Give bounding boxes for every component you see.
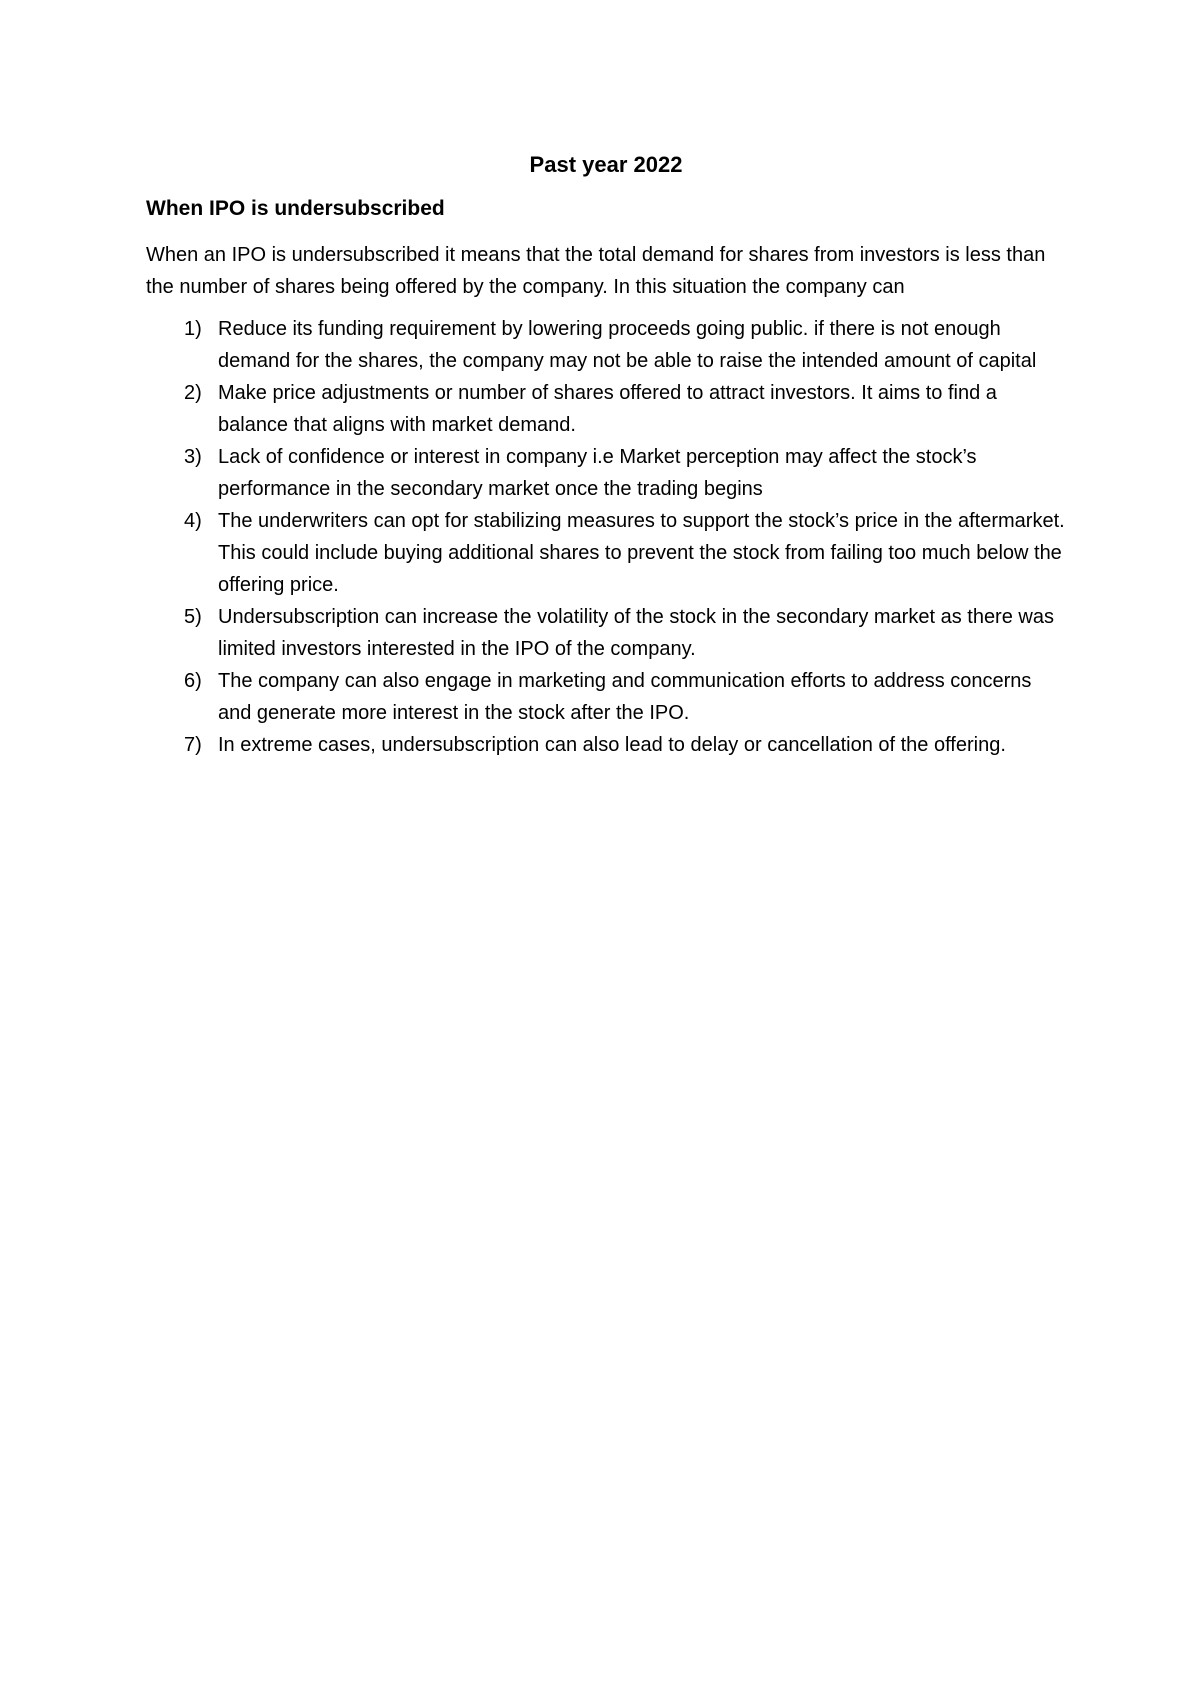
list-item-number: 6) [184,670,202,692]
list-item-number: 2) [184,382,202,404]
list-item [146,377,1066,441]
list-item-text: Undersubscription can increase the volatility of the stock in the secondary market as there was limited investors interested in the IPO of the company. [218,606,1054,660]
list-item-text: The underwriters can opt for stabilizing measures to support the stock’s price in the aftermarket. This could include buying additional shares to prevent the stock from failing too much below the offering price. [218,510,1065,596]
list-item-text: In extreme cases, undersubscription can also lead to delay or cancellation of the offering. [218,734,1006,756]
list-item-number: 3) [184,446,202,468]
document-title: Past year 2022 [529,152,683,177]
section-heading: When IPO is undersubscribed [146,197,445,220]
list-item-number: 7) [184,734,202,756]
list-item [146,505,1066,601]
list-item-text: Lack of confidence or interest in company i.e Market perception may affect the stock’s performance in the secondary market once the trading begins [218,446,977,500]
list-item-number: 1) [184,318,202,340]
document-body [146,145,1066,761]
numbered-list [146,313,1066,761]
list-item [146,441,1066,505]
list-item-text: The company can also engage in marketing and communication efforts to address concerns and generate more interest in the stock after the IPO. [218,670,1032,724]
list-item [146,313,1066,377]
list-item-text: Reduce its funding requirement by lowering proceeds going public. if there is not enough demand for the shares, the company may not be able to raise the intended amount of capital [218,318,1037,372]
list-item-text: Make price adjustments or number of shares offered to attract investors. It aims to find a balance that aligns with market demand. [218,382,997,436]
list-item-number: 4) [184,510,202,532]
intro-paragraph: When an IPO is undersubscribed it means that the total demand for shares from investors is less than the number of shares being offered by the company. In this situation the company can [146,244,1046,298]
list-item-number: 5) [184,606,202,628]
list-item [146,729,1066,761]
list-item [146,665,1066,729]
list-item [146,601,1066,665]
